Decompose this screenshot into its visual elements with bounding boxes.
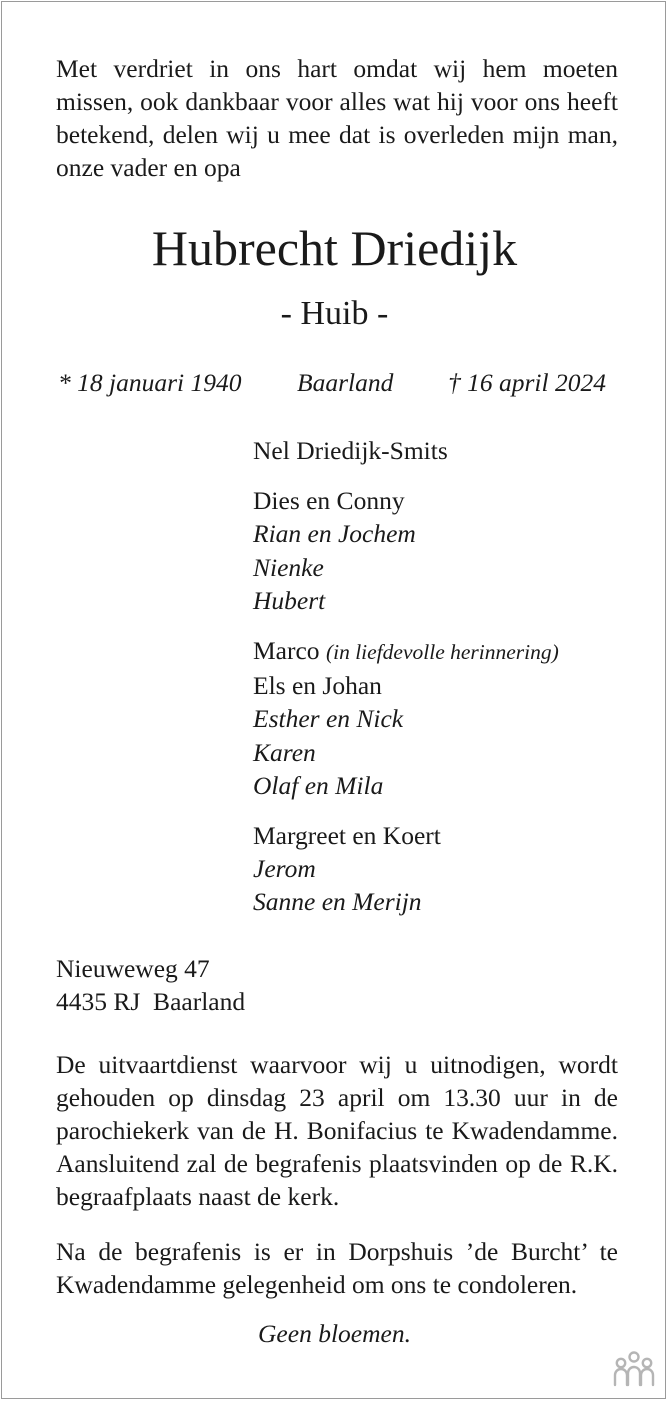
family-group-2	[253, 634, 559, 802]
family-group-3	[253, 819, 559, 919]
memorial-note: (in liefdevolle herinnering)	[325, 640, 559, 665]
family-child: Sanne en Merijn	[253, 887, 422, 917]
family-parents: Dies en Conny	[253, 486, 405, 516]
service-paragraph: De uitvaartdienst waarvoor wij u uitnodigen, wordt gehouden op dinsdag 23 april om 13.30 uur in de parochiekerk van de H. Bonifacius te Kwadendamme. Aansluitend zal de begrafenis plaatsvinden op de R.K. begraafplaats naast de kerk.	[56, 1050, 618, 1211]
family-list	[253, 434, 559, 936]
spouse-name: Nel Driedijk-Smits	[253, 436, 448, 465]
address-block	[56, 952, 245, 1018]
family-child: Hubert	[253, 585, 326, 615]
family-child: Nienke	[253, 552, 324, 582]
family-child: Rian en Jochem	[253, 519, 416, 549]
family-spouse	[253, 434, 559, 467]
family-child: Esther en Nick	[253, 704, 404, 734]
deceased-nickname: - Huib -	[280, 295, 389, 332]
address-city: 4435 RJ Baarland	[56, 987, 246, 1016]
intro-paragraph: Met verdriet in ons hart omdat wij hem moeten missen, ook dankbaar voor alles wat hij voor ons heeft betekend, delen wij u mee dat is overleden mijn man, onze vader en opa	[56, 54, 618, 182]
family-child: Karen	[253, 737, 316, 767]
family-child: Olaf en Mila	[253, 770, 384, 800]
people-group-icon	[611, 1349, 657, 1389]
condolence-paragraph: Na de begrafenis is er in Dorpshuis ’de Burcht’ te Kwadendamme gelegenheid om ons te condoleren.	[56, 1237, 618, 1299]
family-group-1	[253, 484, 559, 617]
family-parent: Marco	[253, 636, 320, 666]
family-parents: Margreet en Koert	[253, 821, 441, 851]
address-street: Nieuweweg 47	[56, 954, 210, 983]
family-parents: Els en Johan	[253, 671, 382, 701]
deceased-name: Hubrecht Driedijk	[151, 220, 518, 276]
closing-note: Geen bloemen.	[258, 1319, 411, 1348]
place-of-death: Baarland	[297, 368, 394, 397]
family-child: Jerom	[253, 854, 316, 884]
family-parent-line	[253, 634, 559, 669]
death-notice-card	[1, 1, 666, 1399]
birth-date: * 18 januari 1940	[58, 368, 242, 397]
death-date: † 16 april 2024	[448, 368, 606, 397]
